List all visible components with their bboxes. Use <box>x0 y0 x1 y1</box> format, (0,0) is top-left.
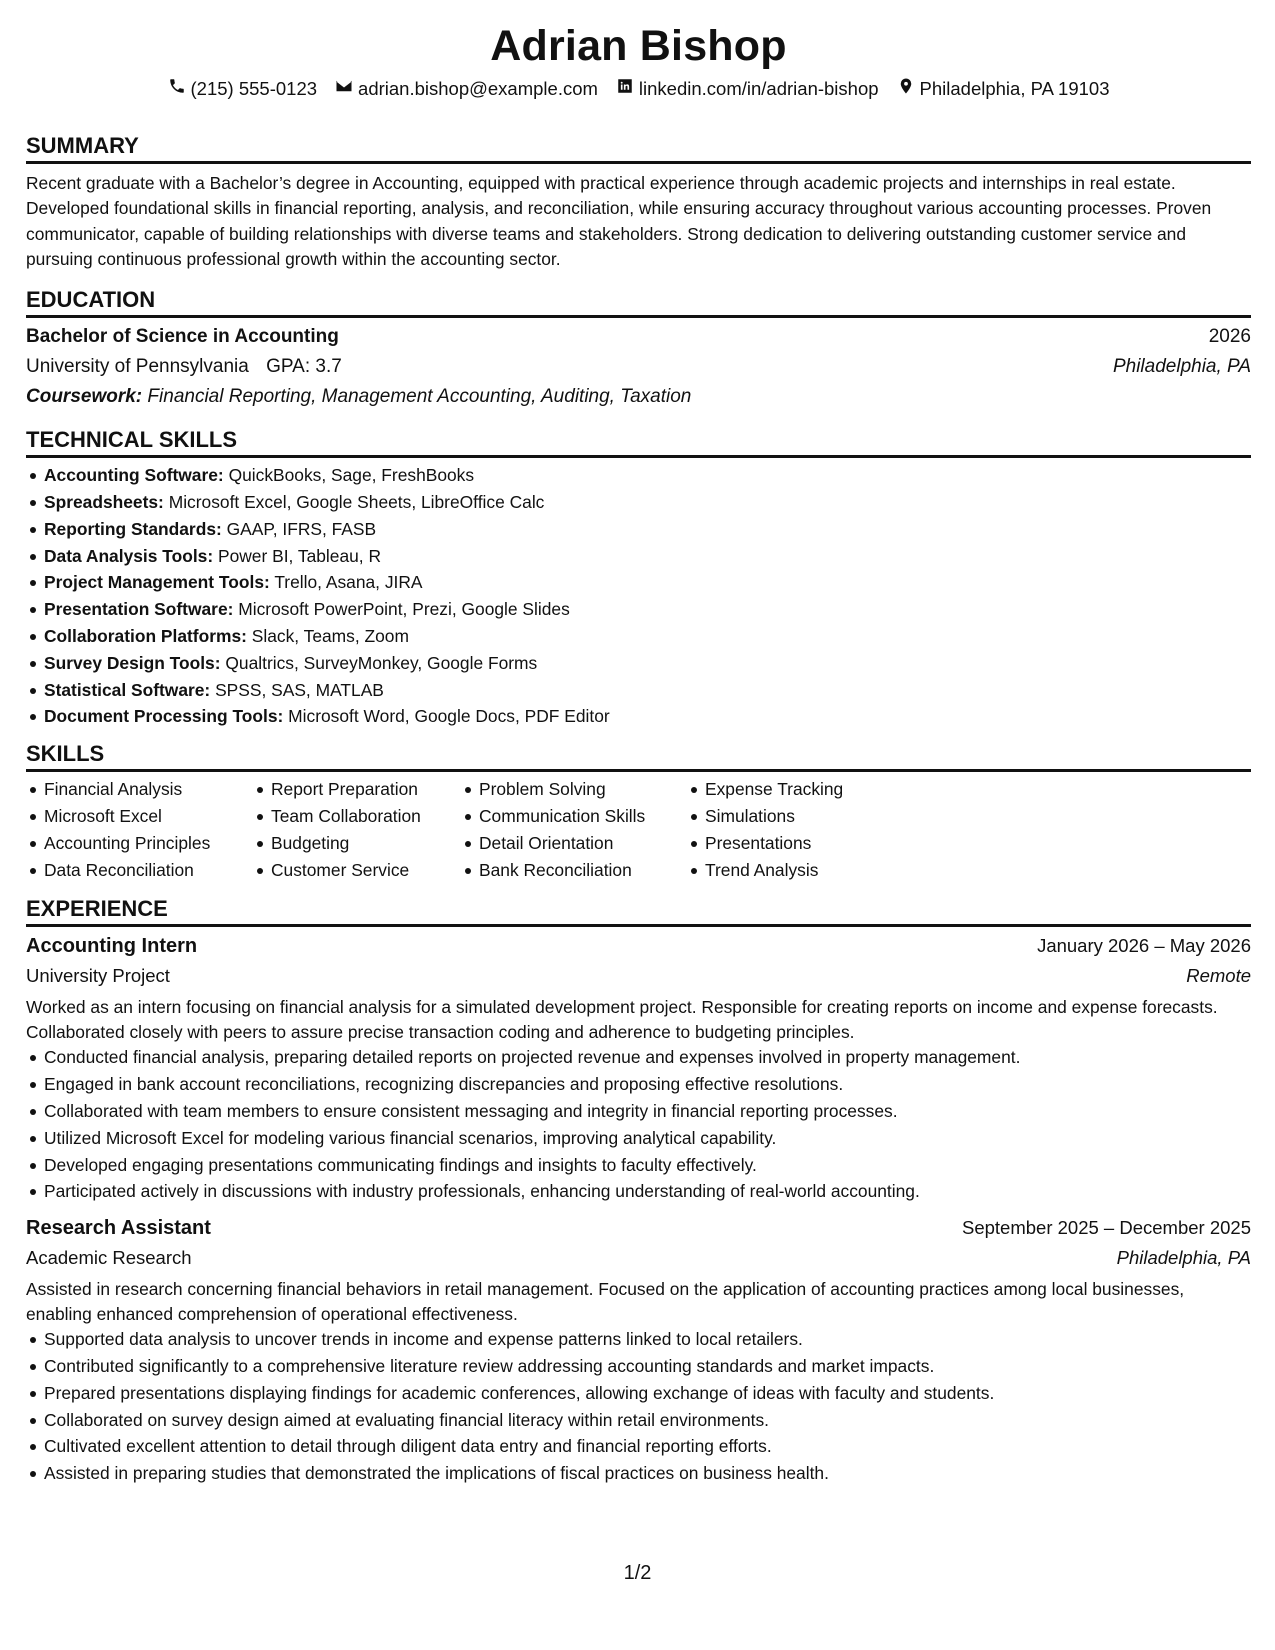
list-item: Supported data analysis to uncover trends in income and expense patterns linked to local retailers. <box>26 1326 1251 1353</box>
skills-column <box>461 776 687 883</box>
school-name: University of Pennsylvania <box>26 356 249 378</box>
education-section <box>26 286 1251 412</box>
skills-column <box>253 776 461 883</box>
contact-email[interactable] <box>335 76 598 102</box>
job-header-row <box>26 1213 1251 1243</box>
skills-section <box>26 740 1251 883</box>
technical-skills-section <box>26 426 1251 730</box>
job-org: University Project <box>26 965 170 987</box>
phone-text: (215) 555-0123 <box>190 78 318 99</box>
list-item: Communication Skills <box>461 803 687 830</box>
summary-heading: SUMMARY <box>26 132 1251 164</box>
technical-skills-list <box>26 462 1251 730</box>
resume-page <box>26 18 1251 1487</box>
page-number: 1/2 <box>623 1562 652 1584</box>
list-item: Reporting Standards: GAAP, IFRS, FASB <box>26 516 1251 543</box>
list-item: Financial Analysis <box>26 776 253 803</box>
list-item: Developed engaging presentations communicating findings and insights to faculty effectively. <box>26 1152 1251 1179</box>
coursework-label: Coursework: <box>26 386 143 408</box>
contact-location <box>897 76 1110 102</box>
list-item: Assisted in preparing studies that demonstrated the implications of fiscal practices on business health. <box>26 1460 1251 1487</box>
list-item: Participated actively in discussions with industry professionals, enhancing understanding of real-world accounting. <box>26 1178 1251 1205</box>
list-item: Team Collaboration <box>253 803 461 830</box>
contact-bar <box>26 76 1251 102</box>
job-location: Remote <box>1186 965 1251 987</box>
technical-skills-heading: TECHNICAL SKILLS <box>26 426 1251 458</box>
job-dates: January 2026 – May 2026 <box>1037 935 1251 957</box>
skills-column <box>687 776 907 883</box>
job-title: Accounting Intern <box>26 935 198 958</box>
education-degree-row <box>26 322 1251 352</box>
list-item: Document Processing Tools: Microsoft Word, Google Docs, PDF Editor <box>26 703 1251 730</box>
list-item: Survey Design Tools: Qualtrics, SurveyMonkey, Google Forms <box>26 650 1251 677</box>
candidate-name: Adrian Bishop <box>490 22 787 70</box>
job-org: Academic Research <box>26 1247 192 1269</box>
list-item: Data Analysis Tools: Power BI, Tableau, R <box>26 543 1251 570</box>
list-item: Problem Solving <box>461 776 687 803</box>
list-item: Collaboration Platforms: Slack, Teams, Zoom <box>26 623 1251 650</box>
list-item: Spreadsheets: Microsoft Excel, Google Sheets, LibreOffice Calc <box>26 489 1251 516</box>
coursework-list: Financial Reporting, Management Accounting, Auditing, Taxation <box>147 386 692 408</box>
list-item: Collaborated on survey design aimed at evaluating financial literacy within retail environments. <box>26 1407 1251 1434</box>
job-org-row <box>26 961 1251 991</box>
job-bullets <box>26 1044 1251 1205</box>
list-item: Presentations <box>687 830 907 857</box>
job-header-row <box>26 931 1251 961</box>
summary-text: Recent graduate with a Bachelor’s degree in Accounting, equipped with practical experience through academic projects and internships in real estate. Developed foundational skills in financial reporting, analysis, and reconciliation, while ensuring accuracy throughout various accounting processes. Proven communicator, capable of building relationships with diverse teams and stakeholders. Strong dedication to delivering outstanding customer service and pursuing continuous professional growth within the accounting sector. <box>26 173 1212 269</box>
envelope-icon <box>335 76 353 102</box>
skills-heading: SKILLS <box>26 740 1251 772</box>
list-item: Project Management Tools: Trello, Asana, JIRA <box>26 569 1251 596</box>
list-item: Customer Service <box>253 857 461 884</box>
degree-name: Bachelor of Science in Accounting <box>26 326 339 348</box>
list-item: Statistical Software: SPSS, SAS, MATLAB <box>26 677 1251 704</box>
linkedin-text[interactable]: linkedin.com/in/adrian-bishop <box>638 78 879 99</box>
list-item: Microsoft Excel <box>26 803 253 830</box>
list-item: Engaged in bank account reconciliations, recognizing discrepancies and proposing effective resolutions. <box>26 1071 1251 1098</box>
list-item: Trend Analysis <box>687 857 907 884</box>
linkedin-icon <box>616 76 634 102</box>
list-item: Simulations <box>687 803 907 830</box>
list-item: Report Preparation <box>253 776 461 803</box>
education-heading: EDUCATION <box>26 286 1251 318</box>
job-bullets <box>26 1326 1251 1487</box>
list-item: Cultivated excellent attention to detail through diligent data entry and financial reporting efforts. <box>26 1433 1251 1460</box>
gpa: GPA: 3.7 <box>266 356 342 378</box>
list-item: Bank Reconciliation <box>461 857 687 884</box>
email-text[interactable]: adrian.bishop@example.com <box>358 78 598 99</box>
contact-phone <box>168 76 318 102</box>
contact-linkedin[interactable] <box>616 76 879 102</box>
job-org-row <box>26 1243 1251 1273</box>
experience-heading: EXPERIENCE <box>26 895 1251 927</box>
list-item: Prepared presentations displaying findings for academic conferences, allowing exchange of ideas with faculty and students. <box>26 1380 1251 1407</box>
map-pin-icon <box>897 76 915 102</box>
skills-column <box>26 776 253 883</box>
coursework-row <box>26 382 1251 412</box>
skills-grid <box>26 776 1251 883</box>
job-description: Assisted in research concerning financial behaviors in retail management. Focused on the application of accounting practices among local businesses, enabling enhanced comprehension of operational effectiveness. <box>26 1279 1185 1324</box>
job-entry <box>26 1213 1251 1487</box>
job-location: Philadelphia, PA <box>1116 1247 1251 1269</box>
school-location: Philadelphia, PA <box>1112 356 1251 378</box>
list-item: Utilized Microsoft Excel for modeling various financial scenarios, improving analytical capability. <box>26 1125 1251 1152</box>
job-dates: September 2025 – December 2025 <box>962 1217 1251 1239</box>
list-item: Contributed significantly to a comprehensive literature review addressing accounting standards and market impacts. <box>26 1353 1251 1380</box>
job-description: Worked as an intern focusing on financial analysis for a simulated development project. Responsible for creating reports on income and expense forecasts. Collaborated closely with peers to assure precise transaction coding and adherence to budgeting principles. <box>26 997 1218 1042</box>
list-item: Budgeting <box>253 830 461 857</box>
list-item: Detail Orientation <box>461 830 687 857</box>
list-item: Expense Tracking <box>687 776 907 803</box>
phone-icon <box>168 76 186 102</box>
graduation-year: 2026 <box>1208 326 1251 348</box>
list-item: Conducted financial analysis, preparing detailed reports on projected revenue and expenses involved in property management. <box>26 1044 1251 1071</box>
job-title: Research Assistant <box>26 1217 211 1240</box>
list-item: Accounting Software: QuickBooks, Sage, FreshBooks <box>26 462 1251 489</box>
job-entry <box>26 931 1251 1205</box>
list-item: Accounting Principles <box>26 830 253 857</box>
summary-section <box>26 132 1251 272</box>
education-school-row <box>26 352 1251 382</box>
list-item: Collaborated with team members to ensure consistent messaging and integrity in financial reporting processes. <box>26 1098 1251 1125</box>
experience-section <box>26 895 1251 1487</box>
location-text: Philadelphia, PA 19103 <box>919 78 1110 99</box>
list-item: Data Reconciliation <box>26 857 253 884</box>
list-item: Presentation Software: Microsoft PowerPoint, Prezi, Google Slides <box>26 596 1251 623</box>
